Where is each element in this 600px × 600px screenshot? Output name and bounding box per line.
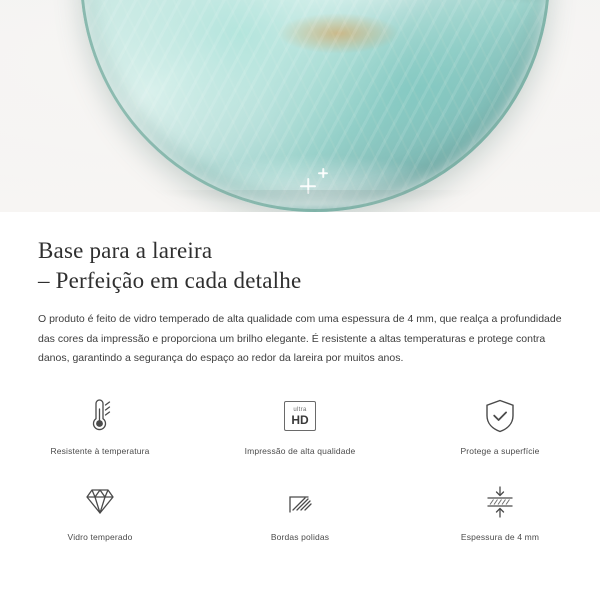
thermometer-icon bbox=[83, 396, 117, 436]
ultra-hd-badge-icon bbox=[284, 396, 316, 436]
feature-label: Bordas polidas bbox=[270, 532, 330, 542]
product-description-block bbox=[0, 212, 600, 369]
badge-top-text: ultra bbox=[293, 406, 307, 413]
feature-item-thickness bbox=[400, 482, 600, 560]
polished-edges-icon bbox=[282, 482, 318, 522]
feature-item-print-quality bbox=[200, 396, 400, 474]
round-glass-board bbox=[80, 0, 550, 212]
shield-check-icon bbox=[482, 396, 518, 436]
feature-label: Vidro temperado bbox=[67, 532, 133, 542]
product-drop-shadow bbox=[90, 190, 540, 212]
hero-product-image bbox=[0, 0, 600, 212]
page-title-line-2: – Perfeição em cada detalhe bbox=[38, 268, 302, 293]
feature-label: Espessura de 4 mm bbox=[460, 532, 540, 542]
feature-label: Protege a superfície bbox=[460, 446, 540, 456]
feature-item-surface-protection bbox=[400, 396, 600, 474]
feature-label: Impressão de alta qualidade bbox=[244, 446, 356, 456]
feature-label: Resistente à temperatura bbox=[50, 446, 150, 456]
description-paragraph: O produto é feito de vidro temperado de alta qualidade com uma espessura de 4 mm, que realça a profundidade das cores da impressão e proporciona um brilho elegante. É resistente a altas temperaturas e protege contra danos, garantindo a segurança do espaço ao redor da lareira por muitos anos. bbox=[38, 313, 562, 364]
page-title bbox=[0, 212, 600, 296]
feature-item-polished-edges bbox=[200, 482, 400, 560]
feature-grid bbox=[0, 396, 600, 560]
feature-item-temperature-resistant bbox=[0, 396, 200, 474]
diamond-icon bbox=[81, 482, 119, 522]
badge-bottom-text: HD bbox=[291, 412, 309, 427]
feature-item-tempered-glass bbox=[0, 482, 200, 560]
page-title-line-1: Base para a lareira bbox=[38, 238, 213, 263]
thickness-arrows-icon bbox=[480, 482, 520, 522]
